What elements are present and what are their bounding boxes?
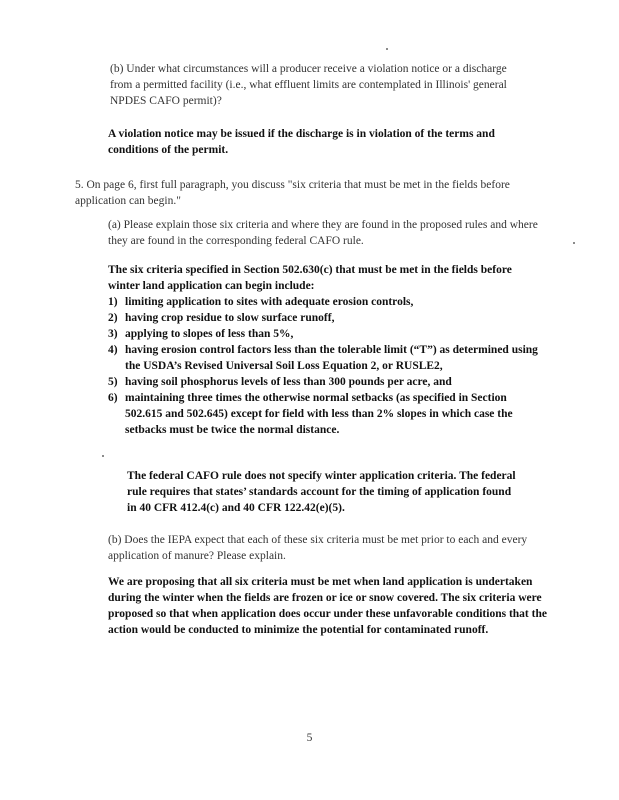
criteria-number: 4) [108,344,118,356]
answer-5a-intro: The six criteria specified in Section 502.630(c) that must be met in the fields before winter land application can begin include: [108,264,512,292]
criteria-text: limiting application to sites with adequate erosion controls, [125,296,414,308]
question-5b: (b) Does the IEPA expect that each of these six criteria must be met prior to each and every application of manure? Please explain. [108,534,528,562]
criteria-item [108,294,540,310]
answer-4b: A violation notice may be issued if the discharge is in violation of the terms and conditions of the permit. [108,128,495,156]
criteria-item [108,390,540,438]
criteria-text: applying to slopes of less than 5%, [125,328,294,340]
criteria-text: having crop residue to slow surface runoff, [125,312,335,324]
criteria-number: 5) [108,376,118,388]
scan-speck [386,48,388,50]
criteria-item [108,374,540,390]
answer-5b: We are proposing that all six criteria must be met when land application is undertaken during the winter when the fields are frozen or ice or snow covered. The six criteria were proposed so that when application does occur under these unfavorable conditions that the action would be conducted to minimize the potential for contaminated runoff. [108,576,547,636]
page-number: 5 [306,732,313,744]
criteria-number: 3) [108,328,118,340]
criteria-text: having soil phosphorus levels of less than 300 pounds per acre, and [125,376,452,388]
criteria-item [108,310,540,326]
answer-5a-federal: The federal CAFO rule does not specify winter application criteria. The federal rule requires that states’ standards account for the timing of application found in 40 CFR 412.4(c) and 40 CFR 122.42(e)(5). [127,470,516,514]
criteria-item [108,342,540,374]
criteria-number: 2) [108,312,118,324]
criteria-text: maintaining three times the otherwise normal setbacks (as specified in Section 502.615 and 502.645) except for field with less than 2% slopes in which case the setbacks must be twice the normal distance. [125,392,513,436]
question-5a: (a) Please explain those six criteria and where they are found in the proposed rules and where they are found in the corresponding federal CAFO rule. [108,219,538,247]
criteria-number: 1) [108,296,118,308]
criteria-item [108,326,540,342]
question-5-intro: 5. On page 6, first full paragraph, you discuss "six criteria that must be met in the fields before application can begin." [75,179,510,207]
question-4b: (b) Under what circumstances will a producer receive a violation notice or a discharge from a permitted facility (i.e., what effluent limits are contemplated in Illinois' general NPDES CAFO permit)? [110,63,507,107]
scan-speck [102,455,104,457]
criteria-number: 6) [108,392,118,404]
criteria-text: having erosion control factors less than the tolerable limit (“T”) as determined using the USDA’s Revised Universal Soil Loss Equation 2, or RUSLE2, [125,344,538,372]
criteria-list [108,294,540,438]
scan-speck [573,242,575,244]
